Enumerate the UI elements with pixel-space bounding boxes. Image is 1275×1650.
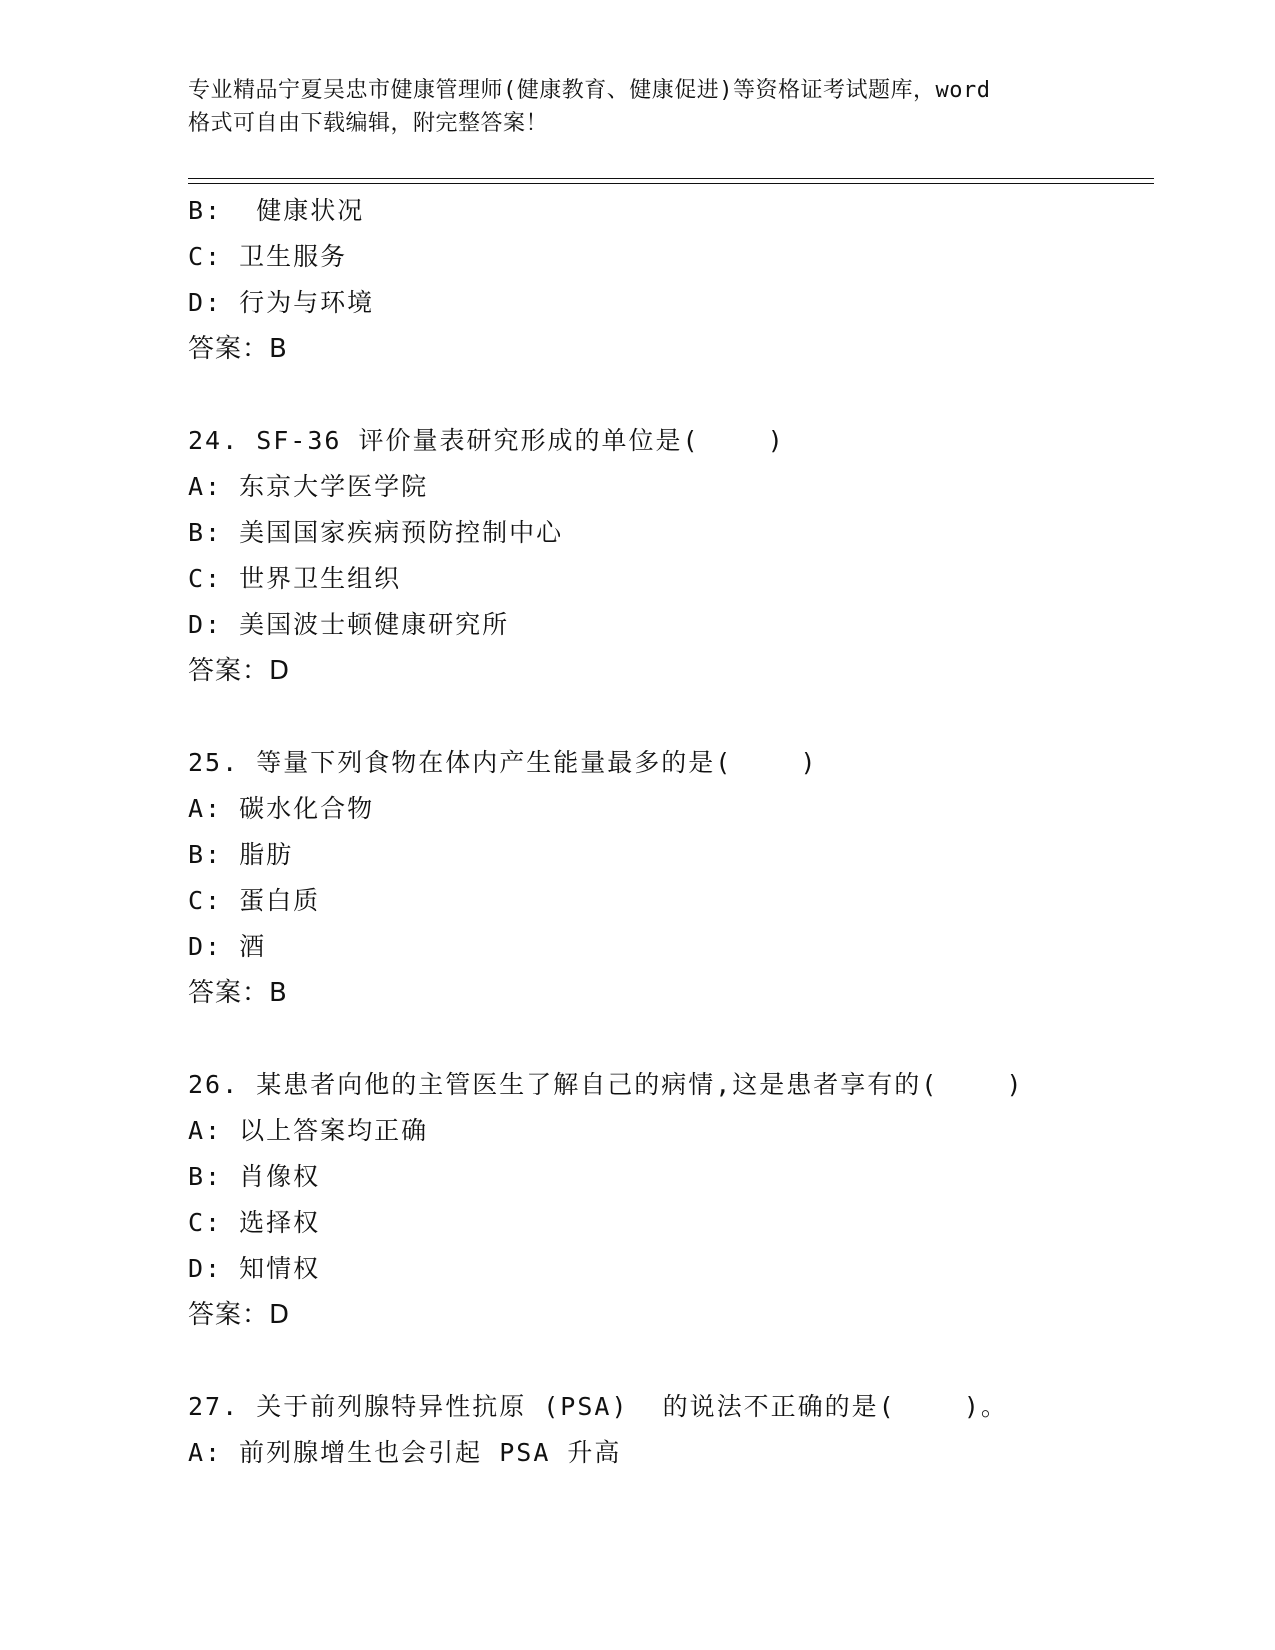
spacer [188, 694, 1148, 740]
question-stem: 24. SF-36 评价量表研究形成的单位是( ) [188, 426, 785, 455]
question-list [188, 188, 1148, 1476]
option-key: B: [188, 840, 223, 869]
option-text: 以上答案均正确 [222, 1116, 429, 1145]
option-key: C: [188, 242, 223, 271]
option-b [188, 1154, 1148, 1200]
option-text: 美国波士顿健康研究所 [222, 610, 510, 639]
option-c [188, 234, 1148, 280]
option-b [188, 832, 1148, 878]
option-b [188, 188, 1148, 234]
header-line-1: 专业精品宁夏吴忠市健康管理师(健康教育、健康促进)等资格证考试题库，word [188, 78, 991, 103]
option-d [188, 924, 1148, 970]
option-key: B: [188, 1162, 223, 1191]
option-text: 前列腺增生也会引起 PSA 升高 [222, 1438, 622, 1467]
option-key: A: [188, 472, 223, 501]
option-text: 脂肪 [222, 840, 294, 869]
option-key: C: [188, 886, 223, 915]
option-key: A: [188, 794, 223, 823]
option-text: 肖像权 [222, 1162, 321, 1191]
option-text: 卫生服务 [222, 242, 348, 271]
header-rule-top [188, 178, 1154, 179]
option-b [188, 510, 1148, 556]
spacer [188, 1016, 1148, 1062]
option-key: A: [188, 1116, 223, 1145]
option-d [188, 1246, 1148, 1292]
option-text: 酒 [222, 932, 267, 961]
document-header [188, 74, 1068, 140]
option-key: D: [188, 932, 223, 961]
option-key: A: [188, 1438, 223, 1467]
option-key: B: [188, 518, 223, 547]
option-key: C: [188, 564, 223, 593]
option-c [188, 556, 1148, 602]
option-text: 东京大学医学院 [222, 472, 429, 501]
answer-line: 答案：D [188, 1300, 291, 1330]
option-d [188, 280, 1148, 326]
option-key: D: [188, 288, 223, 317]
option-d [188, 602, 1148, 648]
option-text: 健康状况 [222, 196, 365, 225]
option-key: D: [188, 610, 223, 639]
answer-line: 答案：B [188, 978, 288, 1008]
question-stem: 26. 某患者向他的主管医生了解自己的病情,这是患者享有的( ) [188, 1070, 1024, 1099]
header-line-2: 格式可自由下载编辑，附完整答案！ [188, 111, 549, 136]
option-a [188, 1108, 1148, 1154]
option-c [188, 878, 1148, 924]
option-a [188, 464, 1148, 510]
option-c [188, 1200, 1148, 1246]
option-text: 选择权 [222, 1208, 321, 1237]
question-stem: 25. 等量下列食物在体内产生能量最多的是( ) [188, 748, 818, 777]
option-text: 知情权 [222, 1254, 321, 1283]
option-text: 行为与环境 [222, 288, 375, 317]
answer-line: 答案：B [188, 334, 288, 364]
option-text: 蛋白质 [222, 886, 321, 915]
option-text: 碳水化合物 [222, 794, 375, 823]
option-text: 世界卫生组织 [222, 564, 402, 593]
question-stem: 27. 关于前列腺特异性抗原 (PSA) 的说法不正确的是( )。 [188, 1392, 1008, 1421]
option-key: B: [188, 196, 223, 225]
option-a [188, 1430, 1148, 1476]
option-text: 美国国家疾病预防控制中心 [222, 518, 564, 547]
spacer [188, 372, 1148, 418]
header-rule-bottom [188, 183, 1154, 184]
option-key: D: [188, 1254, 223, 1283]
answer-line: 答案：D [188, 656, 291, 686]
spacer [188, 1338, 1148, 1384]
option-a [188, 786, 1148, 832]
option-key: C: [188, 1208, 223, 1237]
